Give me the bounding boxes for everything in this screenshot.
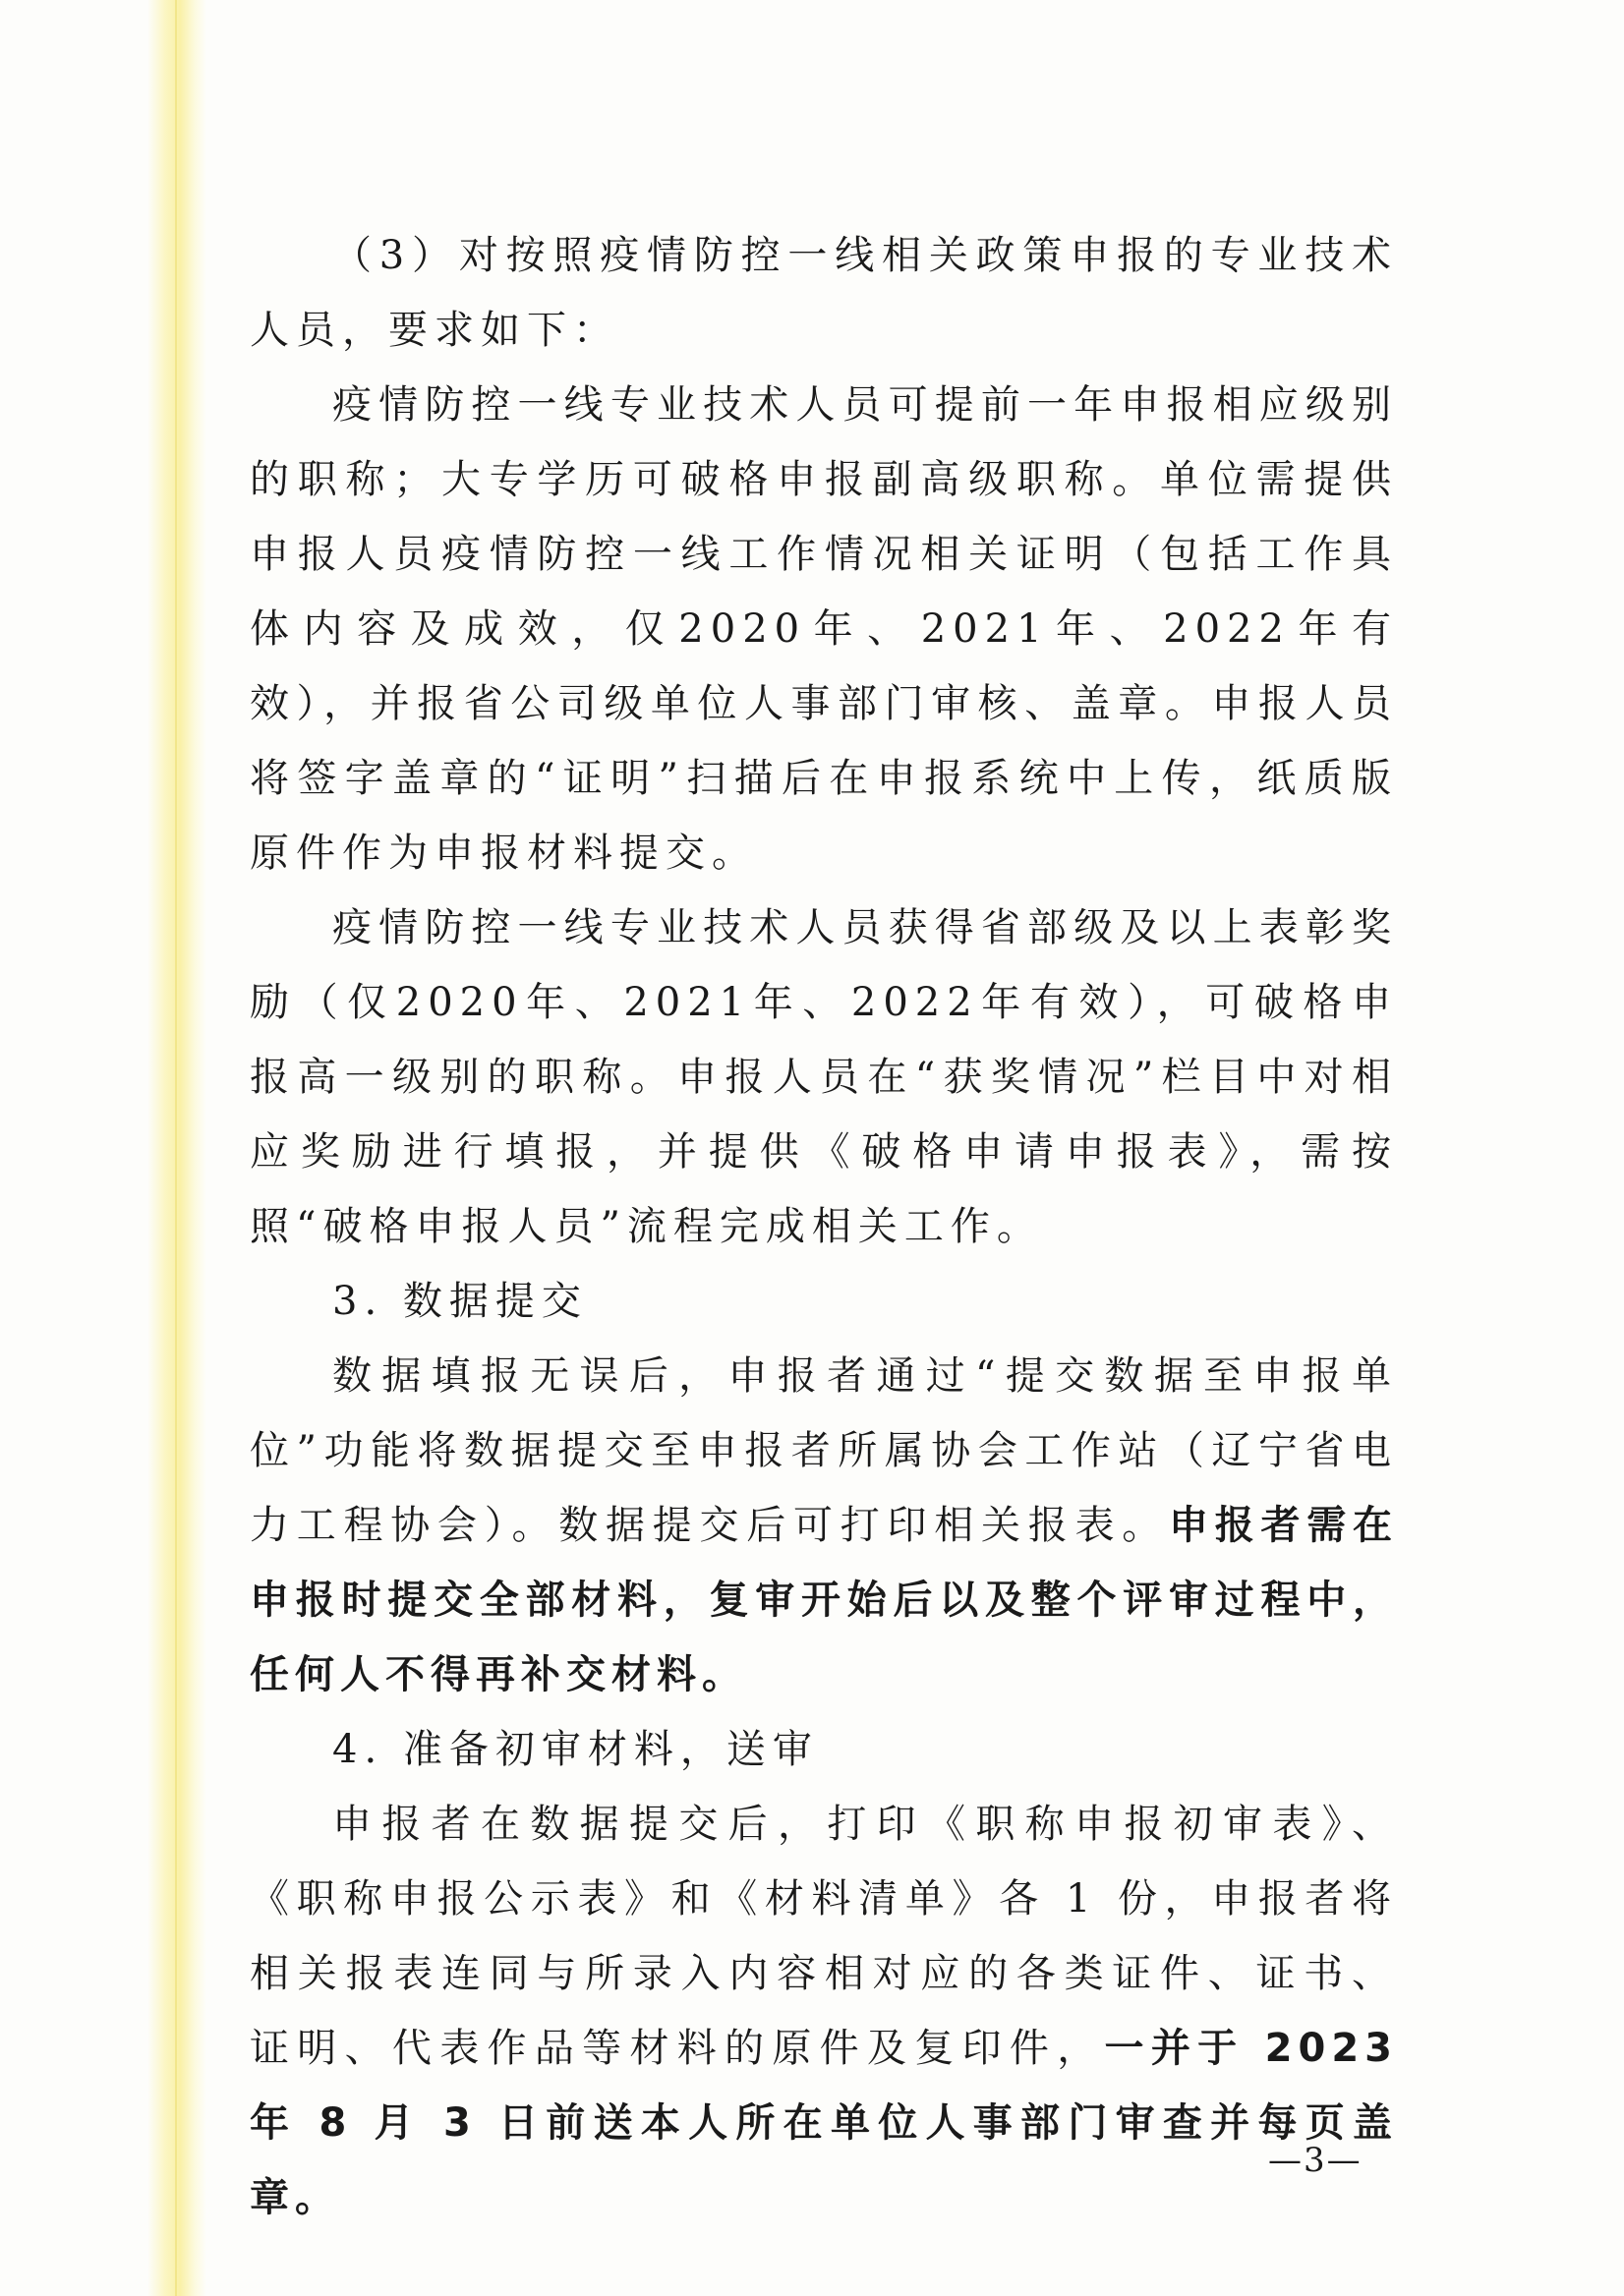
section-heading-data-submission: 3. 数据提交 bbox=[332, 1279, 588, 1324]
preliminary-review-bold-deadline: 一并于 2023 年 8 月 3 日前送本人所在单位人事部门审查并每页盖章。 bbox=[250, 2026, 1398, 2220]
page-number: —3— bbox=[1268, 2141, 1363, 2180]
paragraph-early-application: 疫情防控一线专业技术人员可提前一年申报相应级别的职称；大专学历可破格申报副高级职称。单位需提供申报人员疫情防控一线工作情况相关证明（包括工作具体内容及成效，仅2020年、2021年、2022年有效），并报省公司级单位人事部门审核、盖章。申报人员将签字盖章的“证明”扫描后在申报系统中上传，纸质版原件作为申报材料提交。 bbox=[250, 382, 1398, 876]
data-submission-bold-notice: 申报者需在申报时提交全部材料，复审开始后以及整个评审过程中，任何人不得再补交材料。 bbox=[250, 1503, 1398, 1697]
paragraph-award-exception: 疫情防控一线专业技术人员获得省部级及以上表彰奖励（仅2020年、2021年、2022年有效），可破格申报高一级别的职称。申报人员在“获奖情况”栏目中对相应奖励进行填报，并提供《破格申请申报表》，需按照“破格申报人员”流程完成相关工作。 bbox=[250, 905, 1398, 1249]
preliminary-review-text: 申报者在数据提交后，打印《职称申报初审表》、《职称申报公示表》和《材料清单》各 1 份，申报者将相关报表连同与所录入内容相对应的各类证件、证书、证明、代表作品等材料的原件及复印件， bbox=[250, 1802, 1398, 2071]
paragraph-preliminary-review bbox=[250, 1787, 1398, 2235]
document-body bbox=[250, 218, 1398, 2235]
binding-margin-strip bbox=[147, 0, 206, 2296]
data-submission-text: 数据填报无误后，申报者通过“提交数据至申报单位”功能将数据提交至申报者所属协会工作站（辽宁省电力工程协会）。数据提交后可打印相关报表。 bbox=[250, 1353, 1398, 1548]
paragraph-data-submission bbox=[250, 1339, 1398, 1712]
section-heading-preliminary-review: 4. 准备初审材料，送审 bbox=[332, 1727, 819, 1772]
paragraph-epidemic-requirements: （3）对按照疫情防控一线相关政策申报的专业技术人员，要求如下： bbox=[250, 233, 1398, 353]
